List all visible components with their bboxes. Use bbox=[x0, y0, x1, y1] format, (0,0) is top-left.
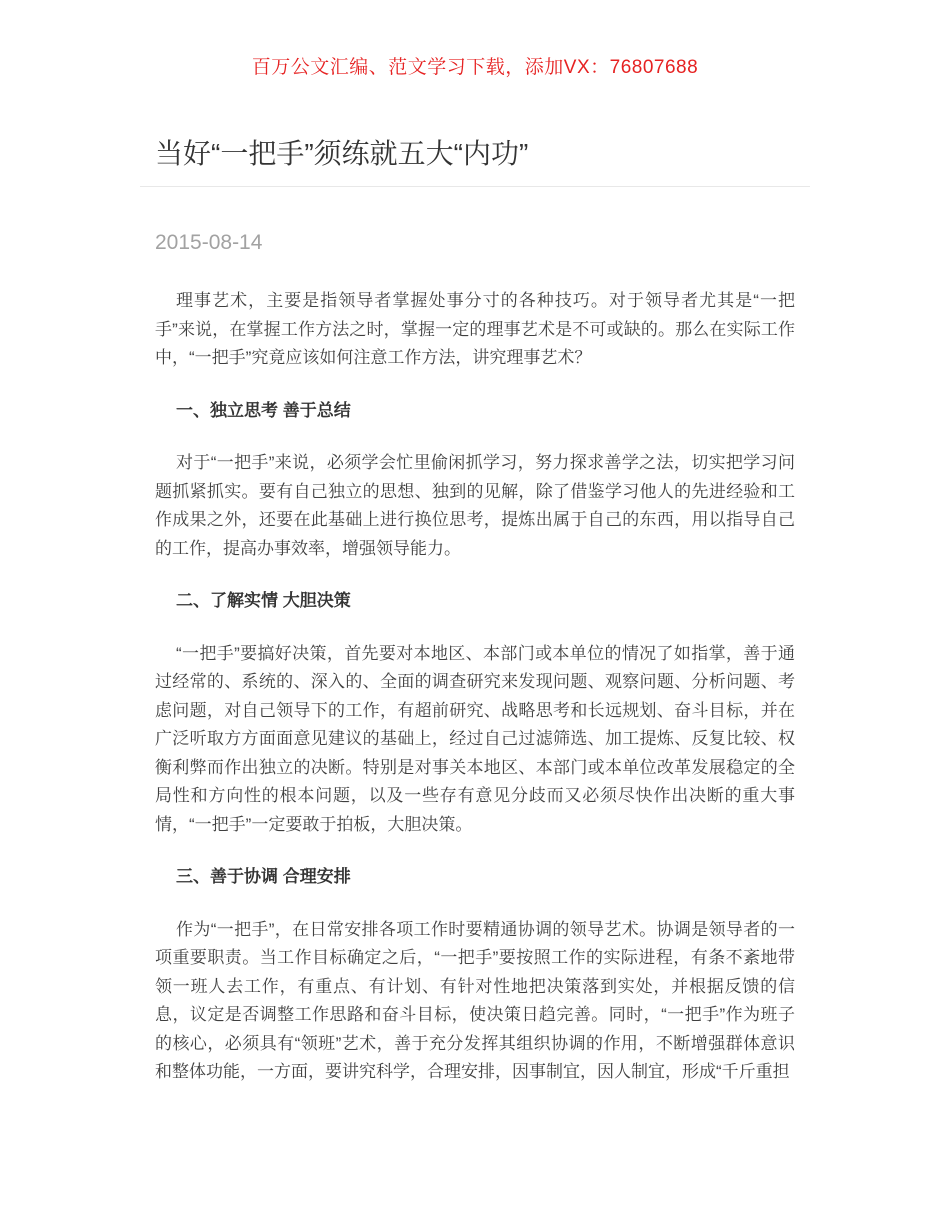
article bbox=[140, 136, 810, 1087]
title-divider bbox=[140, 186, 810, 187]
promo-notice: 百万公文汇编、范文学习下载，添加VX：76807688 bbox=[251, 57, 699, 78]
article-body bbox=[140, 287, 810, 1087]
article-section-heading: 二、了解实情 大胆决策 bbox=[176, 591, 351, 610]
article-title: 当好“一把手”须练就五大“内功” bbox=[155, 138, 529, 169]
article-section-heading: 一、独立思考 善于总结 bbox=[176, 400, 351, 420]
article-paragraph: 对于“一把手”来说，必须学会忙里偷闲抓学习，努力探求善学之法，切实把学习问题抓紧抓实。要有自己独立的思想、独到的见解，除了借鉴学习他人的先进经验和工作成果之外，还要在此基础上进行换位思考，提炼出属于自己的东西，用以指导自己的工作，提高办事效率，增强领导能力。 bbox=[155, 453, 795, 558]
article-paragraph: 理事艺术，主要是指领导者掌握处事分寸的各种技巧。对于领导者尤其是“一把手”来说，在掌握工作方法之时，掌握一定的理事艺术是不可或缺的。那么在实际工作中，“一把手”究竟应该如何注意工作方法，讲究理事艺术？ bbox=[155, 291, 795, 367]
article-paragraph: “一把手”要搞好决策，首先要对本地区、本部门或本单位的情况了如指掌，善于通过经常的、系统的、深入的、全面的调查研究来发现问题、观察问题、分析问题、考虑问题，对自己领导下的工作，有超前研究、战略思考和长远规划、奋斗目标，并在广泛听取方方面面意见建议的基础上，经过自己过滤筛选、加工提炼、反复比较、权衡利弊而作出独立的决断。特别是对事关本地区、本部门或本单位改革发展稳定的全局性和方向性的根本问题，以及一些存有意见分歧而又必须尽快作出决断的重大事情，“一把手”一定要敢于拍板，大胆决策。 bbox=[155, 643, 795, 834]
article-date: 2015-08-14 bbox=[155, 231, 263, 254]
article-paragraph: 作为“一把手”，在日常安排各项工作时要精通协调的领导艺术。协调是领导者的一项重要职责。当工作目标确定之后，“一把手”要按照工作的实际进程，有条不紊地带领一班人去工作，有重点、有计划、有针对性地把决策落到实处，并根据反馈的信息，议定是否调整工作思路和奋斗目标，使决策日趋完善。同时，“一把手”作为班子的核心，必须具有“领班”艺术，善于充分发挥其组织协调的作用，不断增强群体意识和整体功能，一方面，要讲究科学，合理安排，因事制宜，因人制宜，形成“千斤重担 bbox=[155, 919, 795, 1081]
article-section-heading: 三、善于协调 合理安排 bbox=[176, 867, 351, 886]
